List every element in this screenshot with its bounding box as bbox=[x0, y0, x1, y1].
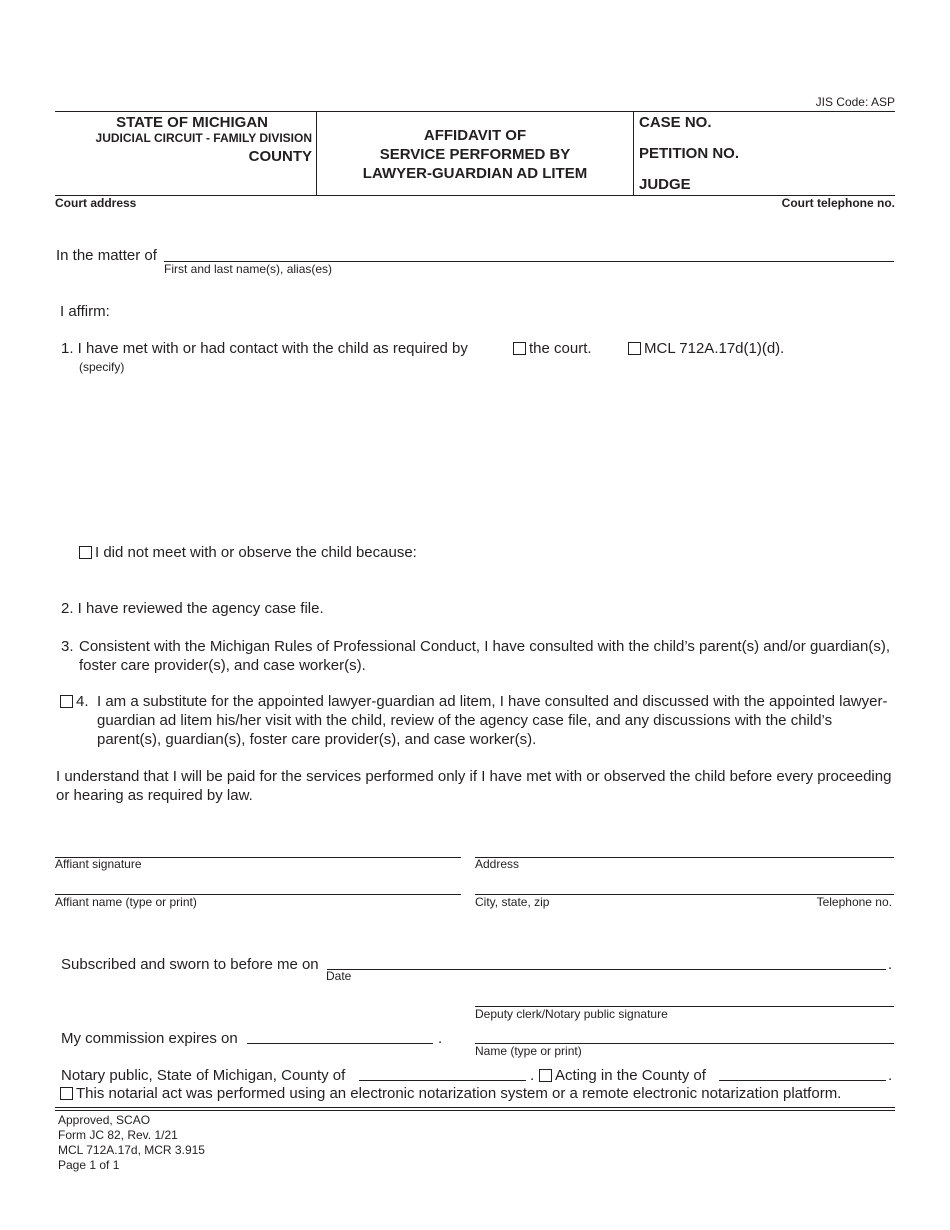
state-of-michigan: STATE OF MICHIGAN bbox=[116, 114, 268, 131]
matter-sublabel: First and last name(s), alias(es) bbox=[164, 262, 333, 276]
jis-code: JIS Code: ASP bbox=[815, 95, 895, 109]
item2-text: 2. I have reviewed the agency case file. bbox=[61, 600, 324, 617]
item3-number: 3. bbox=[61, 638, 74, 655]
court-address-label: Court address bbox=[55, 196, 137, 210]
address-label: Address bbox=[475, 857, 520, 871]
name-print-label: Name (type or print) bbox=[475, 1044, 582, 1058]
telephone-label: Telephone no. bbox=[816, 895, 892, 909]
case-no-field[interactable]: CASE NO. bbox=[639, 114, 712, 131]
address-field[interactable] bbox=[475, 857, 894, 858]
option-electronic-notarization[interactable] bbox=[60, 1084, 841, 1103]
option-the-court[interactable] bbox=[513, 339, 592, 358]
footer-rule-bottom bbox=[55, 1110, 895, 1111]
court-division: JUDICIAL CIRCUIT - FAMILY DIVISION bbox=[95, 131, 312, 145]
notary-county-label: Notary public, State of Michigan, County of bbox=[61, 1067, 346, 1084]
item3-text: Consistent with the Michigan Rules of Professional Conduct, I have consulted with the child’s parent(s) and/or guardian(s), foster care provider(s), and case worker(s). bbox=[79, 638, 890, 674]
acting-county-field[interactable] bbox=[719, 1080, 886, 1081]
footer-info bbox=[58, 1113, 205, 1173]
notary-county-period: . bbox=[530, 1067, 535, 1084]
did-not-meet-label: I did not meet with or observe the child because: bbox=[95, 544, 417, 561]
form-title-line3: LAWYER-GUARDIAN AD LITEM bbox=[362, 165, 588, 182]
commission-date-field[interactable] bbox=[247, 1043, 433, 1044]
acting-county-label: Acting in the County of bbox=[555, 1067, 706, 1084]
form-title bbox=[317, 126, 633, 183]
option-mcl-label: MCL 712A.17d(1)(d). bbox=[644, 340, 785, 357]
form-title-line1: AFFIDAVIT OF bbox=[423, 127, 527, 144]
header-top-rule bbox=[55, 111, 895, 112]
header-bottom-rule bbox=[55, 195, 895, 196]
footer-approved: Approved, SCAO bbox=[58, 1113, 151, 1127]
petition-no-field[interactable]: PETITION NO. bbox=[639, 145, 740, 162]
footer-mcl: MCL 712A.17d, MCR 3.915 bbox=[58, 1143, 205, 1157]
matter-label: In the matter of bbox=[56, 247, 157, 264]
checkbox-electronic-notarization[interactable] bbox=[60, 1087, 73, 1100]
option-did-not-meet[interactable] bbox=[79, 543, 417, 562]
sworn-date-field[interactable] bbox=[327, 969, 886, 970]
checkbox-the-court[interactable] bbox=[513, 342, 526, 355]
acting-county-period: . bbox=[888, 1067, 893, 1084]
item1-text: 1. I have met with or had contact with the child as required by bbox=[61, 340, 468, 357]
option-mcl[interactable] bbox=[628, 339, 784, 358]
checkbox-substitute[interactable] bbox=[60, 695, 73, 708]
sworn-period: . bbox=[888, 956, 893, 973]
option-the-court-label: the court. bbox=[529, 340, 592, 357]
specify-label: (specify) bbox=[79, 360, 125, 374]
payment-statement: I understand that I will be paid for the services performed only if I have met with or observed the child before every proceeding or hearing as required by law. bbox=[56, 768, 892, 804]
header-divider-right bbox=[633, 111, 634, 195]
affirm-label: I affirm: bbox=[60, 303, 110, 320]
footer-page: Page 1 of 1 bbox=[58, 1158, 120, 1172]
footer-form-number: Form JC 82, Rev. 1/21 bbox=[58, 1128, 178, 1142]
court-telephone-label: Court telephone no. bbox=[781, 196, 895, 210]
electronic-notarization-label: This notarial act was performed using an electronic notarization system or a remote electronic notarization platform. bbox=[76, 1085, 842, 1102]
date-label: Date bbox=[326, 969, 352, 983]
notary-county-field[interactable] bbox=[359, 1080, 526, 1081]
item4-number: 4. bbox=[76, 693, 89, 710]
commission-label: My commission expires on bbox=[61, 1030, 238, 1047]
judge-field[interactable]: JUDGE bbox=[639, 176, 691, 193]
commission-period: . bbox=[438, 1030, 443, 1047]
deputy-signature-label: Deputy clerk/Notary public signature bbox=[475, 1007, 668, 1021]
form-title-line2: SERVICE PERFORMED BY bbox=[379, 146, 571, 163]
county-label: COUNTY bbox=[248, 148, 312, 165]
sworn-label: Subscribed and sworn to before me on bbox=[61, 956, 319, 973]
item4-checkbox-wrap[interactable] bbox=[60, 692, 89, 711]
item4-text: I am a substitute for the appointed lawyer-guardian ad litem, I have consulted and discussed with the appointed lawyer-guardian ad litem his/her visit with the child, review of the agency case file, and any discussions with the child’s parent(s), guardian(s), foster care provider(s), and case worker(s). bbox=[97, 693, 888, 748]
affiant-name-label: Affiant name (type or print) bbox=[55, 895, 197, 909]
option-acting-county[interactable] bbox=[539, 1066, 706, 1085]
checkbox-acting-county[interactable] bbox=[539, 1069, 552, 1082]
affiant-signature-label: Affiant signature bbox=[55, 857, 142, 871]
footer-rule-top bbox=[55, 1107, 895, 1108]
checkbox-did-not-meet[interactable] bbox=[79, 546, 92, 559]
checkbox-mcl[interactable] bbox=[628, 342, 641, 355]
city-state-zip-label: City, state, zip bbox=[475, 895, 550, 909]
specify-text-area[interactable] bbox=[79, 376, 894, 526]
